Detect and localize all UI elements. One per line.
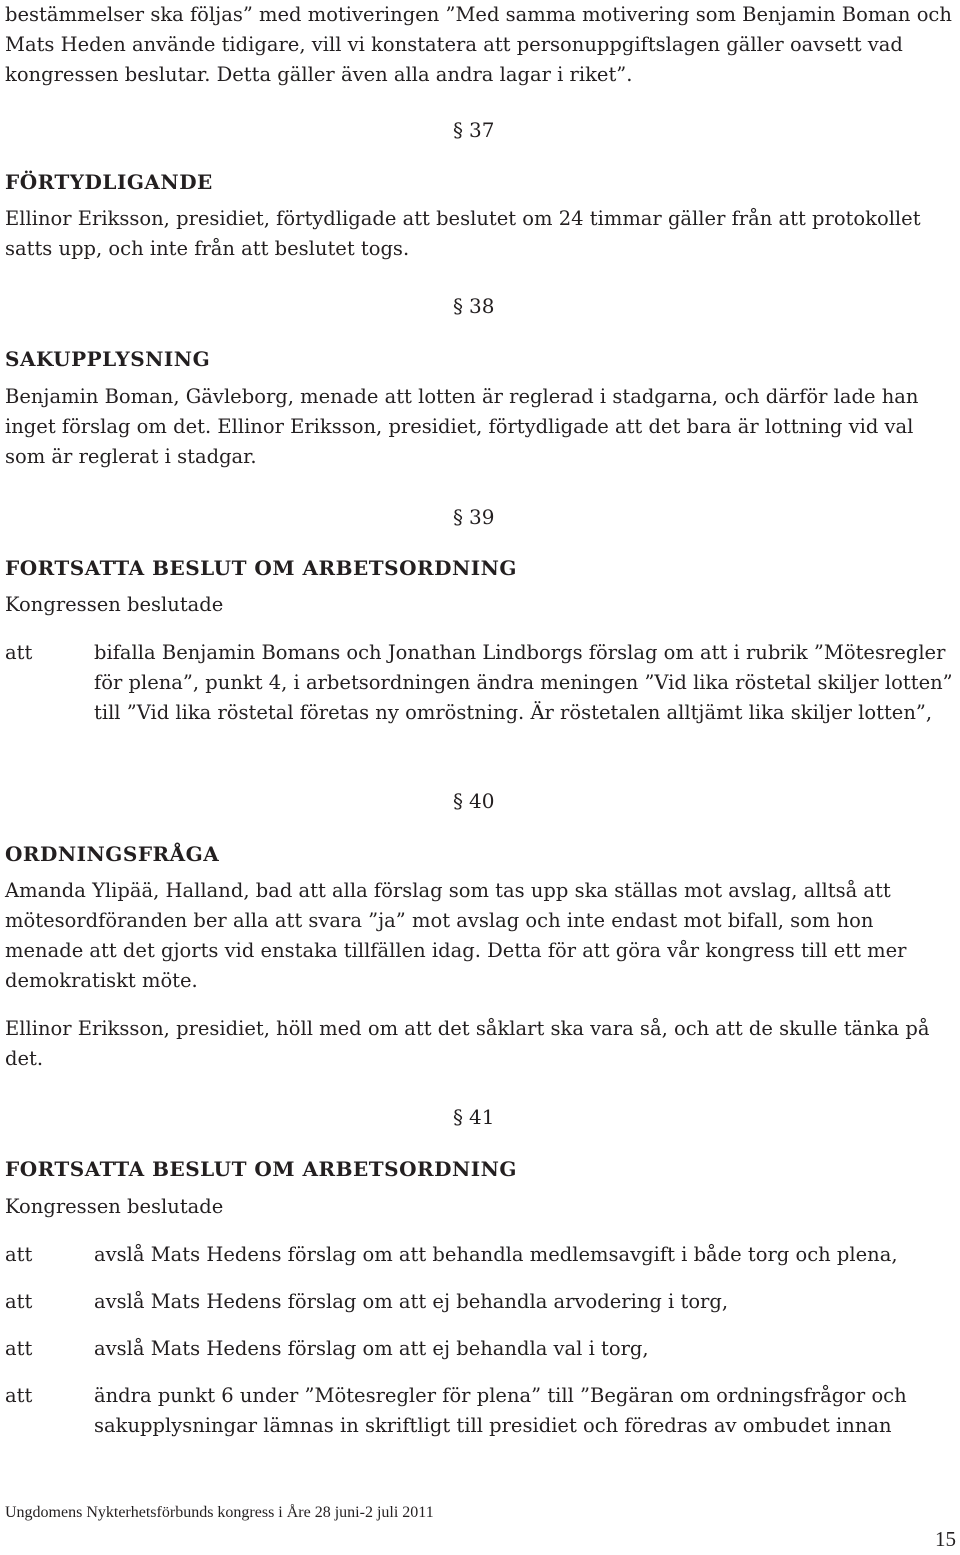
section-number: 37 <box>469 118 495 142</box>
decision-text: bifalla Benjamin Bomans och Jonathan Lindborgs förslag om att i rubrik ”Mötesregler för plena”, punkt 4, i arbetsordningen ändra meningen ”Vid lika röstetal skiljer lotten” till ”Vid lika röstetal företas ny omröstning. Är röstetalen alltjämt lika skiljer lotten”, <box>94 641 953 724</box>
section-37-body <box>5 204 955 264</box>
section-37-marker <box>453 117 494 143</box>
section-number: 39 <box>469 505 495 529</box>
section-number: 41 <box>469 1105 495 1129</box>
section-number: 38 <box>469 294 495 318</box>
decision-label: att <box>5 1337 33 1360</box>
page-footer: Ungdomens Nykterhetsförbunds kongress i Åre 28 juni-2 juli 2011 <box>5 1504 434 1521</box>
section-41-heading: FORTSATTA BESLUT OM ARBETSORDNING <box>5 1157 517 1181</box>
section-38-body <box>5 382 955 472</box>
decision-text: ändra punkt 6 under ”Mötesregler för plena” till ”Begäran om ordningsfrågor och sakupplysningar lämnas in skriftligt till presidiet och föredras av ombudet innan <box>94 1384 907 1437</box>
section-symbol: § <box>453 294 463 318</box>
decision-text: avslå Mats Hedens förslag om att ej behandla arvodering i torg, <box>94 1290 729 1313</box>
decision-label: att <box>5 1243 33 1266</box>
section-40-marker <box>453 788 494 814</box>
section-symbol: § <box>453 1105 463 1129</box>
section-38-heading: SAKUPPLYSNING <box>5 347 211 371</box>
section-39-heading: FORTSATTA BESLUT OM ARBETSORDNING <box>5 556 517 580</box>
section-40-text-1: Amanda Ylipää, Halland, bad att alla förslag som tas upp ska ställas mot avslag, alltså att mötesordföranden ber alla att svara ”ja” mot avslag och inte endast mot bifall, som hon menade att det gjorts vid enstaka tillfällen idag. Detta för att göra vår kongress till ett mer demokratiskt möte. <box>5 879 907 992</box>
section-symbol: § <box>453 118 463 142</box>
section-41-marker <box>453 1104 494 1130</box>
intro-paragraph <box>5 0 955 90</box>
decision-text: avslå Mats Hedens förslag om att behandla medlemsavgift i både torg och plena, <box>94 1243 898 1266</box>
section-symbol: § <box>453 505 463 529</box>
section-37-heading: FÖRTYDLIGANDE <box>5 170 213 194</box>
section-40-body-2 <box>5 1014 955 1074</box>
section-37-text: Ellinor Eriksson, presidiet, förtydligade att beslutet om 24 timmar gäller från att protokollet satts upp, och inte från att beslutet togs. <box>5 207 921 260</box>
section-symbol: § <box>453 789 463 813</box>
section-41-intro <box>5 1192 955 1222</box>
decision-label: att <box>5 1384 33 1407</box>
section-40-body <box>5 876 955 996</box>
decision-label: att <box>5 641 33 664</box>
decision-intro: Kongressen beslutade <box>5 593 224 616</box>
section-39-marker <box>453 504 494 530</box>
intro-text: bestämmelser ska följas” med motiveringen ”Med samma motivering som Benjamin Boman och Mats Heden använde tidigare, vill vi konstatera att personuppgiftslagen gäller oavsett vad kongressen beslutar. Detta gäller även alla andra lagar i riket”. <box>5 3 952 86</box>
section-number: 40 <box>469 789 495 813</box>
decision-intro: Kongressen beslutade <box>5 1195 224 1218</box>
page-number: 15 <box>935 1527 956 1551</box>
decision-label: att <box>5 1290 33 1313</box>
section-39-intro <box>5 590 955 620</box>
decision-text: avslå Mats Hedens förslag om att ej behandla val i torg, <box>94 1337 649 1360</box>
section-38-marker <box>453 293 494 319</box>
section-38-text: Benjamin Boman, Gävleborg, menade att lotten är reglerad i stadgarna, och därför lade han inget förslag om det. Ellinor Eriksson, presidiet, förtydligade att det bara är lottning vid val som är reglerat i stadgar. <box>5 385 919 468</box>
section-40-text-2: Ellinor Eriksson, presidiet, höll med om att det såklart ska vara så, och att de skulle tänka på det. <box>5 1017 930 1070</box>
section-40-heading: ORDNINGSFRÅGA <box>5 842 220 866</box>
